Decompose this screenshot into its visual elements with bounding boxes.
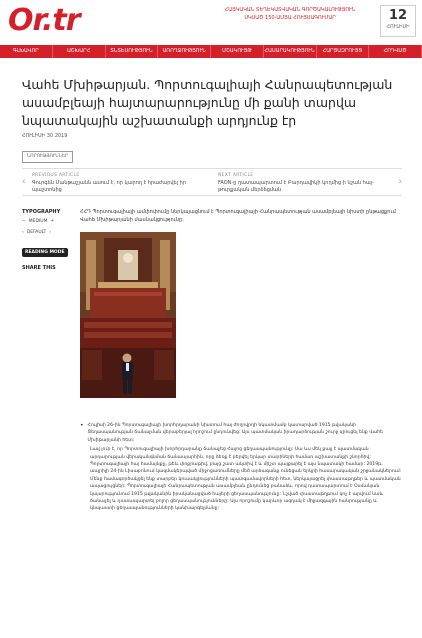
nav-item-culture[interactable]: ՄՇԱԿՈՒՅԹ (211, 45, 264, 58)
parliament-photo (80, 232, 176, 398)
chevron-right-icon[interactable]: › (398, 177, 402, 187)
typography-label: TYPOGRAPHY (22, 209, 61, 215)
article-paragraph: Լավ լուր է, որ Պորտուգալիայի խորհրդարանը ճանաչեց Հայոց ցեղասպանությունը: Սա ևս մեկ քայլ է պատմական արդարության վերականգնման ճանապարհին, որը ձեռք է բերվել երկար տարիների համառ աշխատանքի շնորհիվ: Պորտուգալիայի հայ համայնքը, թեև փոքրաթիվ, բայց շատ ակտիվ է և միշտ պայքարել է այս նպատակի համար: 2019թ. ապրիլի 24-ին Լիսաբոնում կազմակերպված միջոցառումները մեծ արձագանք ունեցան երկրի հասարակական շրջանակներում: Մենք համագործակցել ենք տարբեր կուսակցությունների պատգամավորների հետ, ներկայացրել փաստաթղթեր և պատմական ապացույցներ: Պորտուգալիայի Հանրապետության ասամբլեան ընդունեց բանաձև, որով դատապարտում է Օսմանյան կայսրությունում 1915 թվականին իրականացված հայերի ցեղասպանությունը: Նշված փաստաթղթում կոչ է արվում նաև ճանաչել և դատապարտել բոլոր ցեղասպանությունները: Այս որոշումը կարևոր ազդակ է միջազգային հանրությանը և կնպաստի ցեղասպանությունների կանխարգելմանը: (90, 447, 402, 512)
list-item (80, 422, 402, 444)
date-box (380, 5, 416, 37)
font-family-value: DEFAULT (26, 230, 47, 235)
chevron-left-icon[interactable]: ‹ (22, 177, 26, 187)
main-nav (0, 45, 422, 58)
category-badge[interactable]: ՆՈՐՈՒԹՅՈՒՆՆԵՐ (22, 151, 73, 163)
nav-item-health[interactable]: ԱՌՈՂՋՈՒԹՅՈՒՆ (158, 45, 211, 58)
font-size-value: MEDIUM (28, 219, 48, 224)
previous-article-title[interactable]: Գուրգեն Մանթաշյանն ասում է, որ կարող է հրաժարվել իր պաշտոնից (32, 180, 186, 193)
article-body (80, 422, 402, 513)
chevron-left-small-icon[interactable]: ‹ (22, 230, 24, 235)
bullet-text: Հուլիսի 26-ին Պորտուգալիայի խորհրդարանի նիստում հայ ժողովրդի նկատմամբ կատարված 1915 թվականի Ցեղասպանության ճանաչման վերաբերյալ որոշում ընդունվեց: Այս պատմական իրադարձության շուրջ զրուցել ենք Վահե Մխիթարյանի հետ: (87, 423, 383, 443)
article-sidebar (22, 208, 72, 271)
nav-item-article[interactable]: ՀՈԴՎԱԾ (369, 45, 422, 58)
nav-item-poll[interactable]: ՀԱՐՑԱԶՐՈՒՅՑ (317, 45, 370, 58)
article-photo (80, 232, 176, 398)
date-day: 12 (388, 8, 408, 23)
chevron-right-small-icon[interactable]: › (49, 230, 52, 235)
prev-next-nav (22, 168, 402, 196)
nav-item-economy[interactable]: ՏՆՏԵՍՈՒԹՅՈՒՆ (106, 45, 159, 58)
site-logo[interactable]: Or.tr (8, 3, 80, 38)
site-header (0, 0, 422, 42)
next-article-link[interactable] (218, 173, 393, 194)
bullet-icon: • (80, 422, 84, 429)
article-title: Վահե Մխիթարյան. Պորտուգալիայի Հանրապետության ասամբլեայի հայտարարությունը մի քանի տարվա նպատակային աշխատանքի արդյունք էր (22, 77, 393, 128)
date-month: ՀՈՒԼԻՍԻ (386, 24, 410, 30)
plus-icon[interactable]: + (50, 219, 55, 224)
reading-mode-button[interactable]: READING MODE (22, 248, 68, 257)
minus-icon[interactable]: − (22, 219, 26, 224)
article-date: ՀՈՒԼԻՍԻ 30 2019 (22, 133, 68, 139)
article-lead: ՀՀԴ Պորտուգալիայի ամփոփումը ներկայացնում է Պորտուգալիայի Հանրապետության ասամբլեայի նիստի ընթացքում Վահե Մխիթարյանի մասնակցությունը: (80, 209, 396, 223)
nav-item-society[interactable]: ՀԱՍԱՐԱԿՈՒԹՅՈՒՆ (264, 45, 317, 58)
nav-item-home[interactable]: ԳԼԽԱՎՈՐ (0, 45, 53, 58)
nav-item-world[interactable]: ԱՇԽԱՐՀ (53, 45, 106, 58)
next-article-label: NEXT ARTICLE (218, 173, 254, 178)
site-tagline: ՀԱՅԿԱԿԱՆ ՏԵՂԵԿԱՏՎԱԿԱՆ ԳՈՐԾԱԿԱԼՈՒԹՅՈՒՆ ՍԿՍԱԾ 150-ԱՄՅԱ ՀՈՒՅՍԱԳՈՒՄԱՐ (224, 7, 356, 21)
share-label: SHARE THIS (22, 265, 56, 271)
font-size-control[interactable] (22, 216, 72, 227)
previous-article-label: PREVIOUS ARTICLE (32, 173, 80, 178)
font-family-control[interactable] (22, 227, 72, 238)
next-article-title[interactable]: FAON-ը դատապարտում է Բարդավիկի կողմից ի նշան հայ-թուրքական մերձեցման (218, 180, 374, 193)
previous-article-link[interactable] (32, 173, 207, 194)
